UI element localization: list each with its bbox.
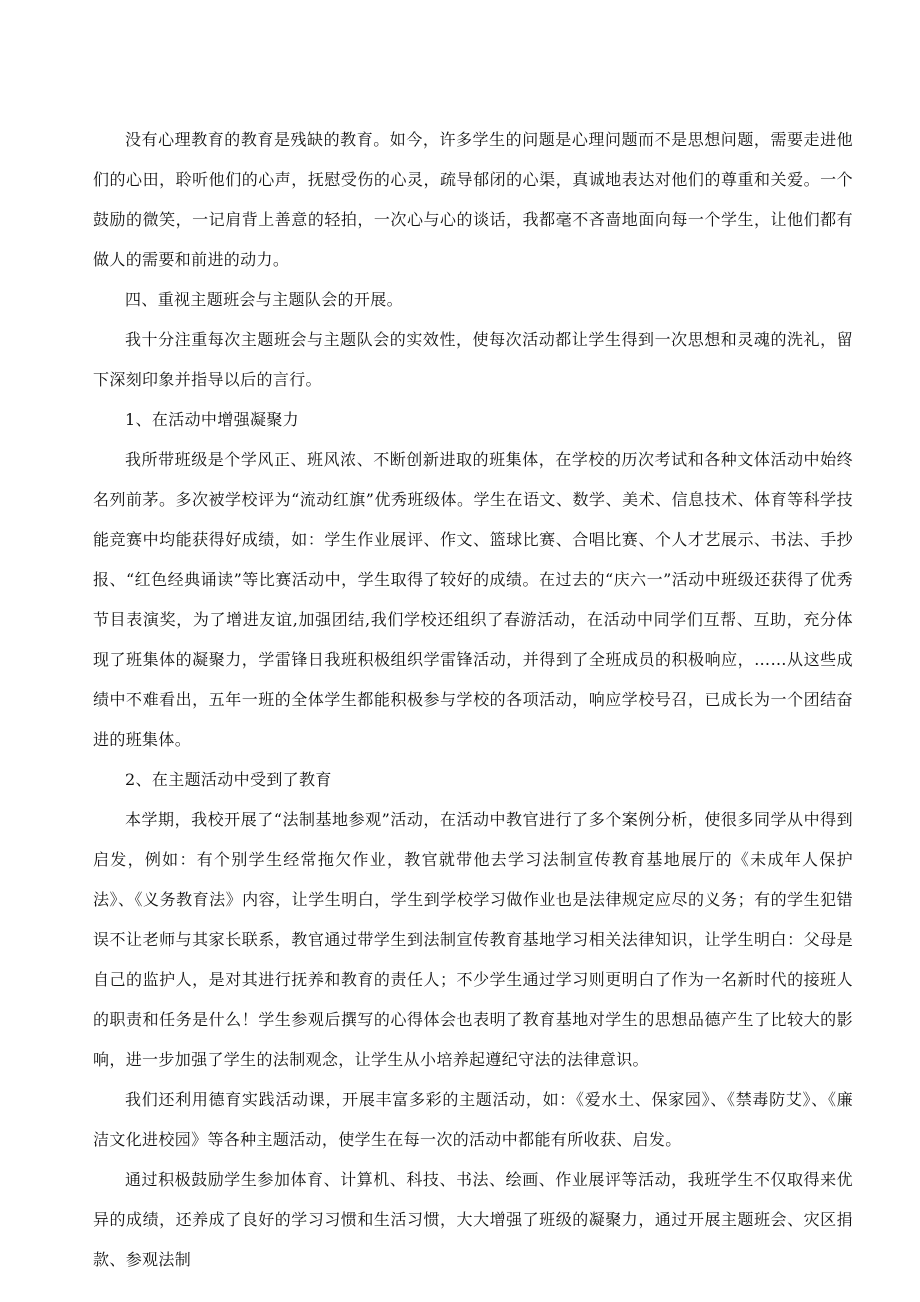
- paragraph-activities-summary: 通过积极鼓励学生参加体育、计算机、科技、书法、绘画、作业展评等活动，我班学生不仅取得来优异的成绩，还养成了良好的学习习惯和生活习惯，大大增强了班级的凝聚力，通过开展主题班会、灾区捐款、参观法制: [93, 1170, 853, 1269]
- subheading-2: 2、在主题活动中受到了教育: [125, 770, 332, 789]
- document-page: [93, 120, 853, 1280]
- section-heading-4: 四、重视主题班会与主题队会的开展。: [125, 290, 403, 309]
- subheading-1: 1、在活动中增强凝聚力: [125, 410, 300, 429]
- paragraph-class-meeting: 我十分注重每次主题班会与主题队会的实效性，使每次活动都让学生得到一次思想和灵魂的洗礼，留下深刻印象并指导以后的言行。: [93, 330, 853, 389]
- paragraph-legal-base-visit: 本学期，我校开展了“法制基地参观”活动，在活动中教官进行了多个案例分析，使很多同学从中得到启发，例如：有个别学生经常拖欠作业，教官就带他去学习法制宣传教育基地展厅的《未成年人保护法》、《义务教育法》内容，让学生明白，学生到学校学习做作业也是法律规定应尽的义务；有的学生犯错误不让老师与其家长联系，教官通过带学生到法制宣传教育基地学习相关法律知识，让学生明白：父母是自己的监护人，是对其进行抚养和教育的责任人；不少学生通过学习则更明白了作为一名新时代的接班人的职责和任务是什么！学生参观后撰写的心得体会也表明了教育基地对学生的思想品德产生了比较大的影响，进一步加强了学生的法制观念，让学生从小培养起遵纪守法的法律意识。: [93, 810, 853, 1069]
- paragraph-psych-education: 没有心理教育的教育是残缺的教育。如今，许多学生的问题是心理问题而不是思想问题，需要走进他们的心田，聆听他们的心声，抚慰受伤的心灵，疏导郁闭的心渠，真诚地表达对他们的尊重和关爱。一个鼓励的微笑，一记肩背上善意的轻拍，一次心与心的谈话，我都毫不吝啬地面向每一个学生，让他们都有做人的需要和前进的动力。: [93, 130, 853, 269]
- paragraph-moral-practice: 我们还利用德育实践活动课，开展丰富多彩的主题活动，如：《爱水土、保家园》、《禁毒防艾》、《廉洁文化进校园》等各种主题活动，使学生在每一次的活动中都能有所收获、启发。: [93, 1090, 853, 1149]
- paragraph-cohesion: 我所带班级是个学风正、班风浓、不断创新进取的班集体，在学校的历次考试和各种文体活动中始终名列前茅。多次被学校评为“流动红旗”优秀班级体。学生在语文、数学、美术、信息技术、体育等科学技能竞赛中均能获得好成绩，如：学生作业展评、作文、篮球比赛、合唱比赛、个人才艺展示、书法、手抄报、“红色经典诵读”等比赛活动中，学生取得了较好的成绩。在过去的“庆六一”活动中班级还获得了优秀节目表演奖，为了增进友谊,加强团结,我们学校还组织了春游活动，在活动中同学们互帮、互助，充分体现了班集体的凝聚力，学雷锋日我班积极组织学雷锋活动，并得到了全班成员的积极响应，……从这些成绩中不难看出，五年一班的全体学生都能积极参与学校的各项活动，响应学校号召，已成长为一个团结奋进的班集体。: [93, 450, 853, 749]
